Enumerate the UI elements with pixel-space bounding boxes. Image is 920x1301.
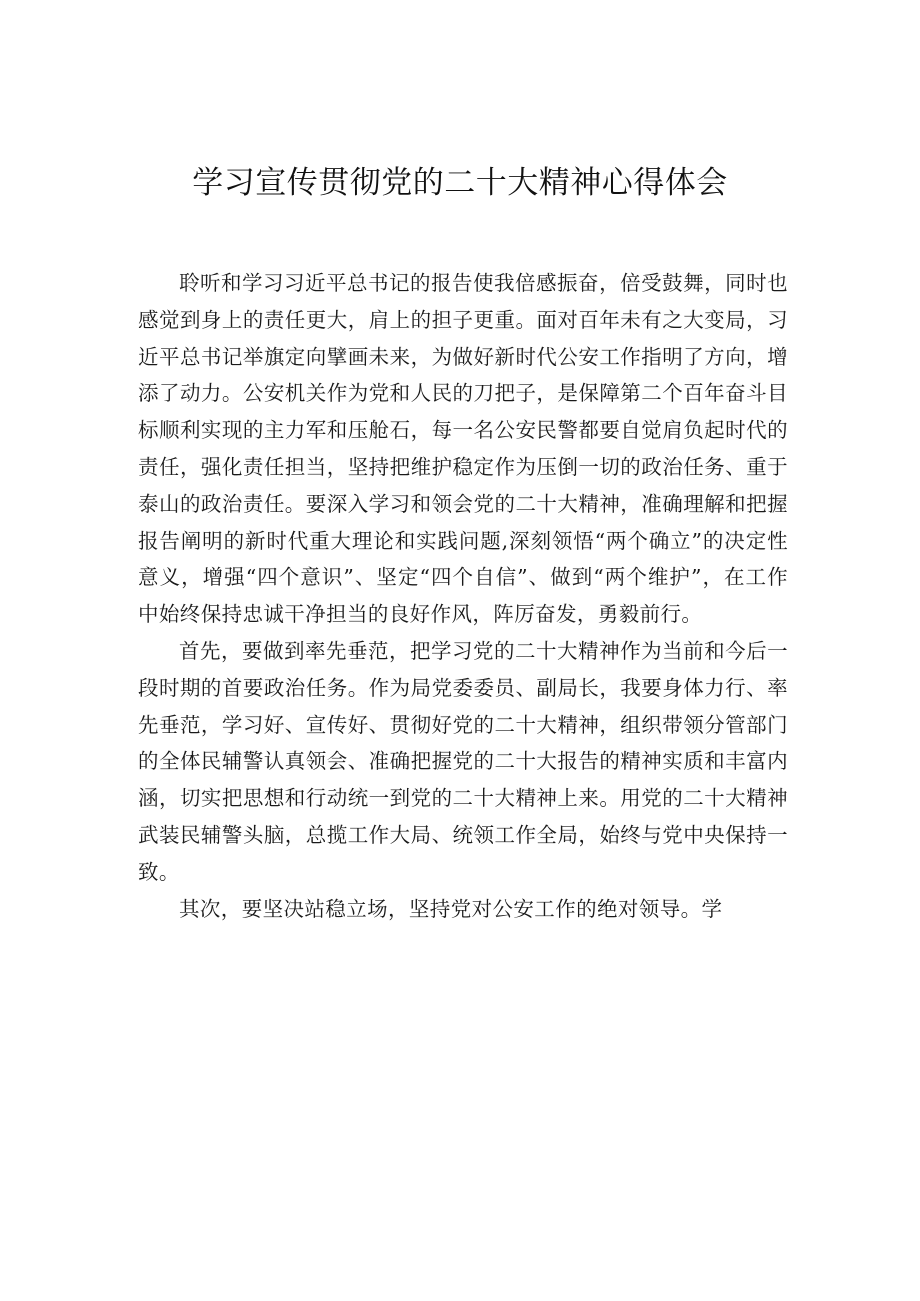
paragraph-1: 聆听和学习习近平总书记的报告使我倍感振奋，倍受鼓舞，同时也感觉到身上的责任更大，肩上的担子更重。面对百年未有之大变局，习近平总书记举旗定向擘画未来，为做好新时代公安工作指明了方向，增添了动力。公安机关作为党和人民的刀把子，是保障第二个百年奋斗目标顺利实现的主力军和压舱石，每一名公安民警都要自觉肩负起时代的责任，强化责任担当，坚持把维护稳定作为压倒一切的政治任务、重于泰山的政治责任。要深入学习和领会党的二十大精神，准确理解和把握报告阐明的新时代重大理论和实践问题,深刻领悟“两个确立”的决定性意义，增强“四个意识”、坚定“四个自信”、做到“两个维护”，在工作中始终保持忠诚干净担当的良好作风，阵厉奋发，勇毅前行。 — [138, 271, 788, 627]
paragraph-3: 其次，要坚决站稳立场，坚持党对公安工作的绝对领导。学 — [179, 896, 723, 921]
document-body — [138, 265, 788, 927]
paragraph-2: 首先，要做到率先垂范，把学习党的二十大精神作为当前和今后一段时期的首要政治任务。作为局党委委员、副局长，我要身体力行、率先垂范，学习好、宣传好、贯彻好党的二十大精神，组织带领分管部门的全体民辅警认真领会、准确把握党的二十大报告的精神实质和丰富内涵，切实把思想和行动统一到党的二十大精神上来。用党的二十大精神武装民辅警头脑，总揽工作大局、统领工作全局，始终与党中央保持一致。 — [138, 638, 788, 884]
document-title: 学习宣传贯彻党的二十大精神心得体会 — [192, 165, 728, 201]
